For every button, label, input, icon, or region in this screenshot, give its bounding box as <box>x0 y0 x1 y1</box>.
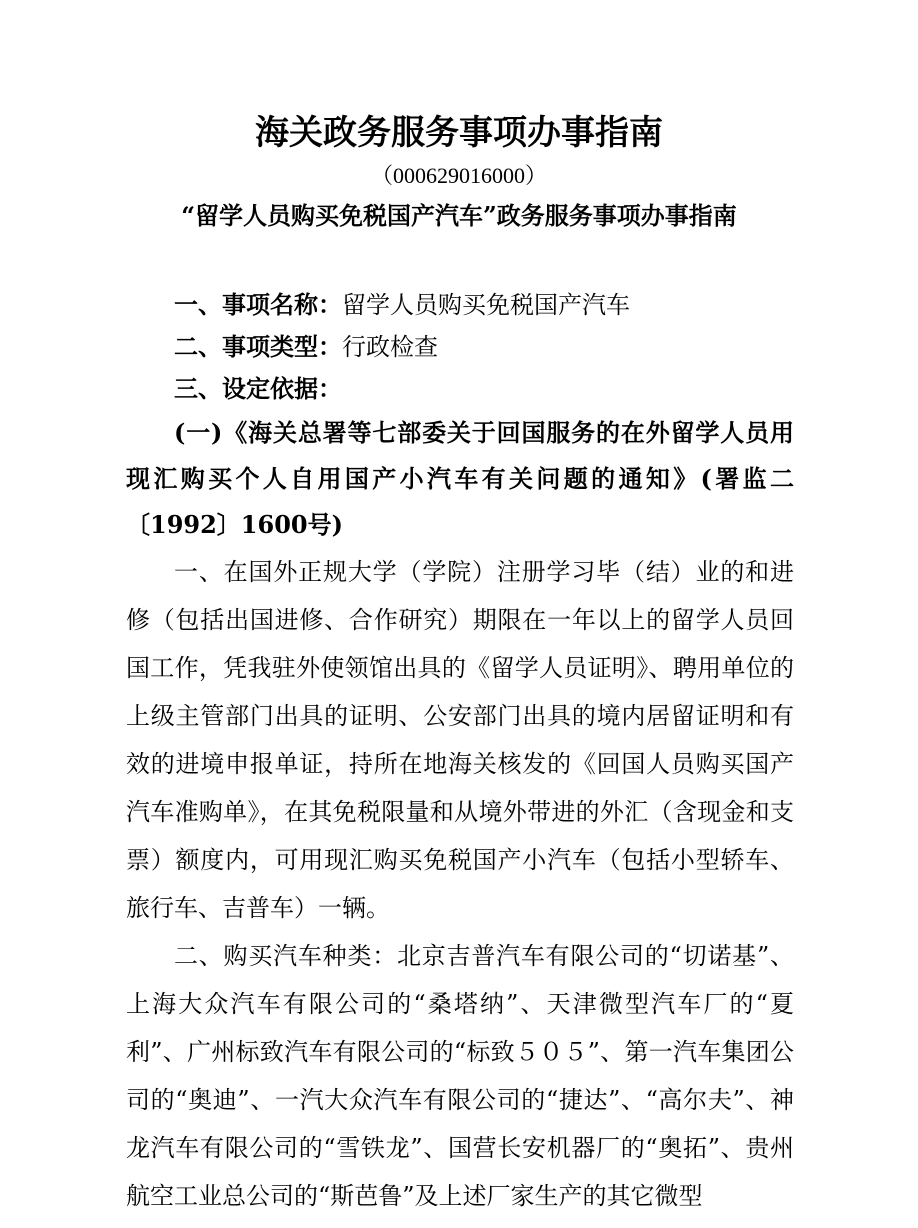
item-basis-label: 三、设定依据： <box>174 374 342 403</box>
item-name-value: 留学人员购买免税国产汽车 <box>342 291 630 319</box>
page-subtitle: “留学人员购买免税国产汽车”政务服务事项办事指南 <box>181 201 737 230</box>
document-body <box>126 284 794 1220</box>
paragraph-eligibility: 一、在国外正规大学（学院）注册学习毕（结）业的和进修（包括出国进修、合作研究）期限在一年以上的留学人员回国工作，凭我驻外使领馆出具的《留学人员证明》、聘用单位的上级主管部门出具的证明、公安部门出具的境内居留证明和有效的进境申报单证，持所在地海关核发的《回国人员购买国产汽车准购单》，在其免税限量和从境外带进的外汇（含现金和支票）额度内，可用现汇购买免税国产小汽车（包括小型轿车、旅行车、吉普车）一辆。 <box>126 558 794 922</box>
item-type-row <box>126 326 794 368</box>
item-type-label: 二、事项类型： <box>174 332 342 361</box>
item-basis-row <box>126 368 794 410</box>
item-name-row <box>126 284 794 326</box>
item-name-label: 一、事项名称： <box>174 290 342 319</box>
item-type-value: 行政检查 <box>342 333 438 361</box>
basis-document: (一)《海关总署等七部委关于回国服务的在外留学人员用现汇购买个人自用国产小汽车有关问题的通知》(署监二〔1992〕1600号) <box>126 418 794 539</box>
item-code: （000629016000） <box>370 163 547 188</box>
page-title: 海关政务服务事项办事指南 <box>255 113 663 153</box>
paragraph-vehicle-types: 二、购买汽车种类：北京吉普汽车有限公司的“切诺基”、上海大众汽车有限公司的“桑塔纳”、天津微型汽车厂的“夏利”、广州标致汽车有限公司的“标致５０５”、第一汽车集团公司的“奥迪”、一汽大众汽车有限公司的“捷达”、“高尔夫”、神龙汽车有限公司的“雪铁龙”、国营长安机器厂的“奥拓”、贵州航空工业总公司的“斯芭鲁”及上述厂家生产的其它微型 <box>126 942 794 1210</box>
